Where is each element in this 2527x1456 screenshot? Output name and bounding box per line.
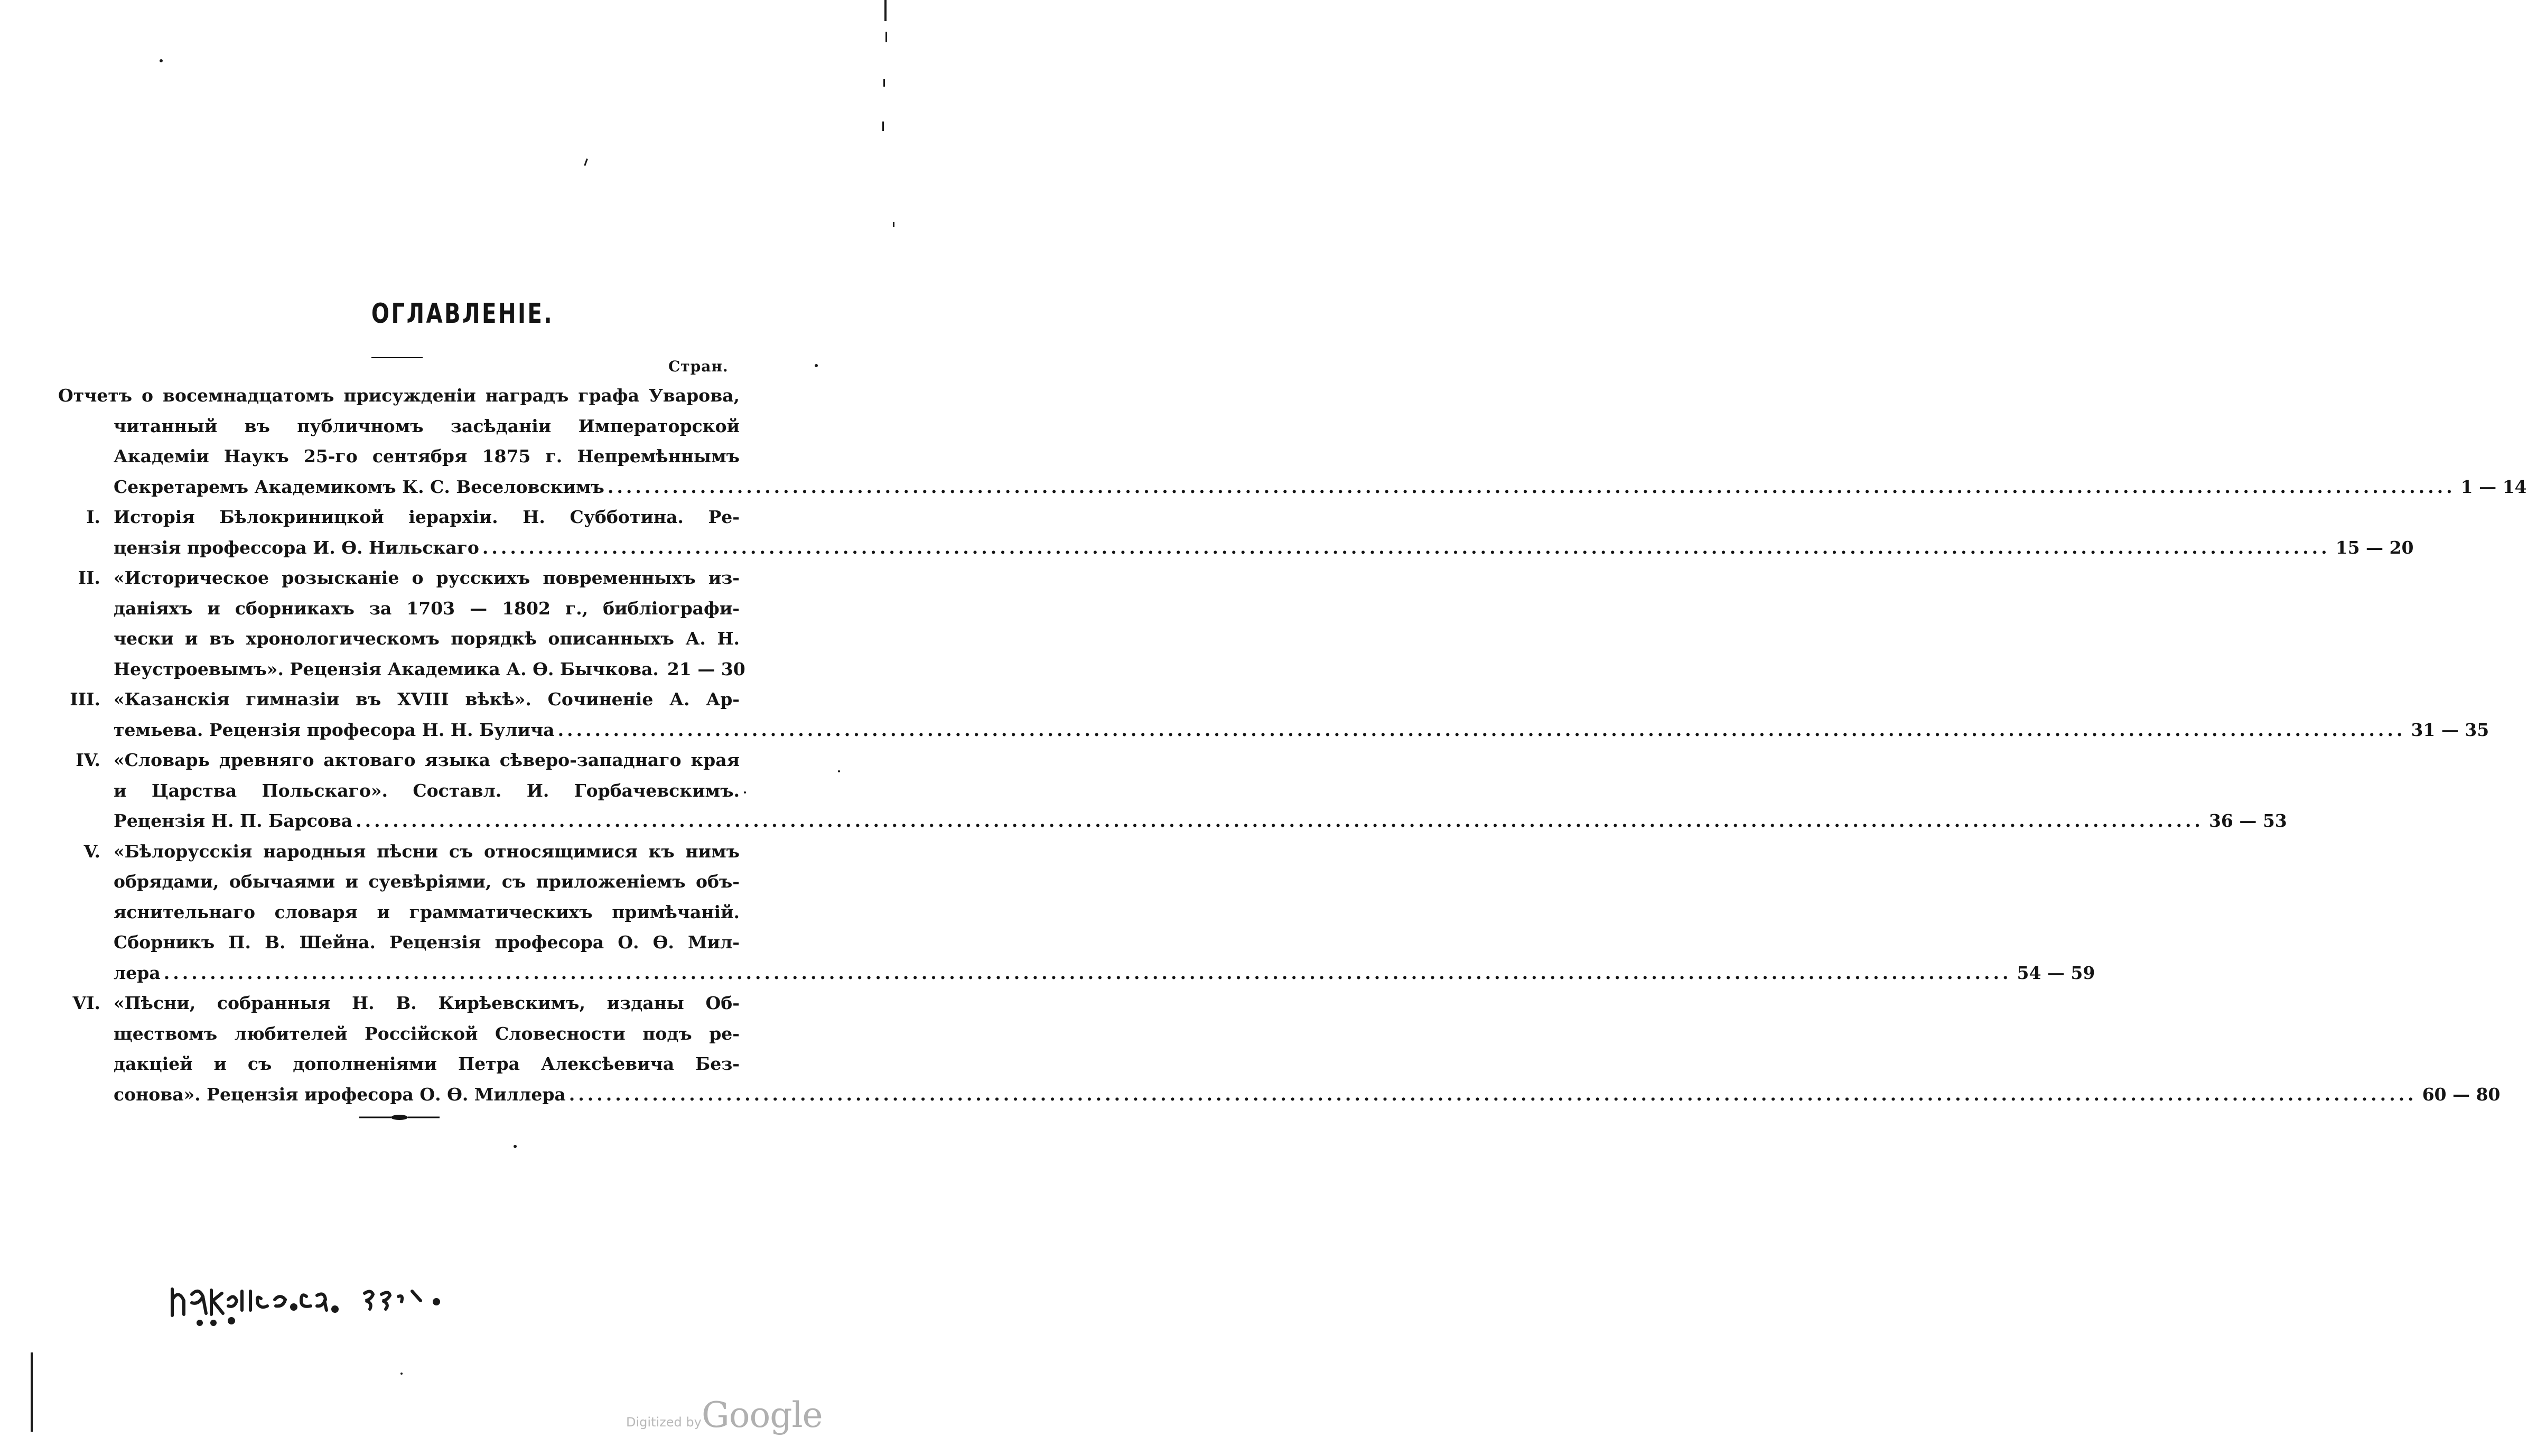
toc-entry-text: яснительнаго словаря и грамматическихъ примѣчаній.	[114, 901, 740, 922]
toc-entry-text: «Пѣсни, собранныя Н. В. Кирѣевскимъ, изданы Об-	[114, 993, 740, 1013]
toc-entry-text: читанный въ публичномъ засѣданіи Императорской	[114, 415, 740, 436]
toc-entry-line	[58, 958, 2095, 988]
toc-entry-text: «Словарь древняго актоваго языка сѣверо-западнаго края	[114, 750, 740, 770]
page-title: ОГЛАВЛЕНІЕ.	[371, 298, 554, 330]
toc-entry-line	[58, 715, 2489, 745]
toc-entry-line	[58, 684, 740, 715]
dot-leader: ........................................................................................................................................................................................................	[482, 537, 2330, 558]
toc-entry-text: чески и въ хронологическомъ порядкѣ описанныхъ А. Н.	[114, 628, 740, 649]
toc-entry	[58, 563, 745, 684]
toc-entry-text: обрядами, обычаями и суевѣріями, съ приложеніемъ объ-	[114, 871, 740, 892]
toc-entry-text: сонова». Рецензія ирофесора О. Ѳ. Миллера	[114, 1084, 566, 1105]
toc-entry-text: Исторія Бѣлокриницкой іерархіи. Н. Субботина. Ре-	[114, 507, 740, 527]
toc-entry-line	[58, 593, 740, 624]
toc-entry-line	[58, 1079, 2501, 1110]
dot-leader: ........................................................................................................................................................................................................	[356, 810, 2204, 831]
toc-entry-line	[58, 623, 740, 654]
toc-entry-line	[58, 563, 740, 593]
toc-entry-line	[58, 533, 2414, 563]
toc-entry-text: Академіи Наукъ 25-го сентября 1875 г. Непремѣннымъ	[114, 446, 740, 466]
toc-entry-line	[58, 472, 2527, 502]
toc-entry	[58, 684, 2489, 745]
toc-entry-pages: 36 — 53	[2208, 810, 2287, 831]
dot-leader: ........................................................................................................................................................................................................	[557, 719, 2406, 740]
toc-entry-text: «Историческое розысканіе о русскихъ повременныхъ из-	[114, 567, 740, 588]
toc-entry	[58, 380, 2527, 502]
toc-entry-pages: 15 — 20	[2335, 537, 2414, 558]
toc-entry-pages: 54 — 59	[2017, 962, 2095, 983]
toc-entry-numeral: VI.	[72, 993, 100, 1013]
toc-entry-text: «Бѣлорусскія народныя пѣсни съ относящимися къ нимъ	[114, 841, 740, 862]
toc-entry-text: Отчетъ о восемнадцатомъ присужденіи наградъ графа Уварова,	[58, 385, 740, 406]
pages-column-header: Стран.	[668, 358, 729, 375]
toc-entry-pages: 21 — 30	[667, 658, 745, 679]
toc-entry-numeral: IV.	[76, 750, 100, 770]
toc-entry-line	[58, 866, 740, 897]
title-rule	[371, 357, 423, 358]
toc-entry-pages: 31 — 35	[2411, 719, 2489, 740]
toc-entry-text: дакціей и съ дополненіями Петра Алексѣевича Без-	[114, 1053, 740, 1074]
dot-leader: ........................................................................................................................................................................................................	[607, 476, 2456, 497]
toc-entry-text: лера	[114, 962, 161, 983]
dot-leader: ........................................................................................................................................................................................................	[568, 1084, 2417, 1105]
toc-entry	[58, 988, 2501, 1109]
toc-entry	[58, 836, 2095, 988]
toc-entry-pages: 1 — 14	[2460, 476, 2527, 497]
toc-entry-line	[58, 927, 740, 958]
handwritten-inscription	[168, 1268, 474, 1326]
toc-entry-line	[58, 441, 740, 472]
toc-entry-text: Рецензія Н. П. Барсова	[114, 810, 353, 831]
toc-entry-line	[58, 806, 2287, 836]
toc-entry-line	[58, 1019, 740, 1049]
toc-entry-text: ществомъ любителей Россійской Словесности подъ ре-	[114, 1023, 740, 1044]
toc-entry-line	[58, 1049, 740, 1079]
toc-entry-line	[58, 380, 740, 411]
toc-entry-line	[58, 836, 740, 867]
toc-entry-numeral: III.	[70, 689, 100, 710]
toc-entry-text: и Царства Польскаго». Составл. И. Горбачевскимъ.	[114, 780, 740, 801]
table-of-contents	[58, 380, 2527, 1109]
toc-entry	[58, 745, 2287, 836]
toc-entry-line	[58, 654, 745, 685]
toc-entry-text: Секретаремъ Академикомъ К. С. Веселовскимъ	[114, 476, 604, 497]
toc-entry-text: цензія профессора И. Ѳ. Нильскаго	[114, 537, 479, 558]
dot-leader: ........................................................................................................................................................................................................	[163, 962, 2012, 983]
toc-entry-line	[58, 745, 740, 776]
toc-entry-text: Неустроевымъ». Рецензія Академика А. Ѳ. Бычкова.	[114, 658, 659, 679]
toc-entry-text: даніяхъ и сборникахъ за 1703 — 1802 г., библіографи-	[114, 598, 740, 619]
toc-entry-numeral: I.	[86, 507, 100, 527]
toc-entry-text: «Казанскія гимназіи въ XVIII вѣкѣ». Сочиненіе А. Ар-	[114, 689, 740, 710]
toc-entry-line	[58, 411, 740, 442]
toc-entry-line	[58, 988, 740, 1019]
google-logo: Google	[702, 1395, 823, 1435]
toc-entry	[58, 502, 2414, 563]
toc-entry-line	[58, 502, 740, 533]
toc-entry-text: Сборникъ П. В. Шейна. Рецензія професора О. Ѳ. Мил-	[114, 932, 740, 953]
toc-entry-numeral: V.	[83, 841, 100, 862]
ornament-divider	[359, 1114, 440, 1121]
digitized-by-label: Digitized by	[626, 1415, 702, 1430]
toc-entry-pages: 60 — 80	[2422, 1084, 2501, 1105]
toc-entry-line	[58, 897, 740, 928]
toc-entry-line	[58, 776, 740, 806]
toc-entry-numeral: II.	[78, 567, 100, 588]
toc-entry-text: темьева. Рецензія професора Н. Н. Булича	[114, 719, 555, 740]
